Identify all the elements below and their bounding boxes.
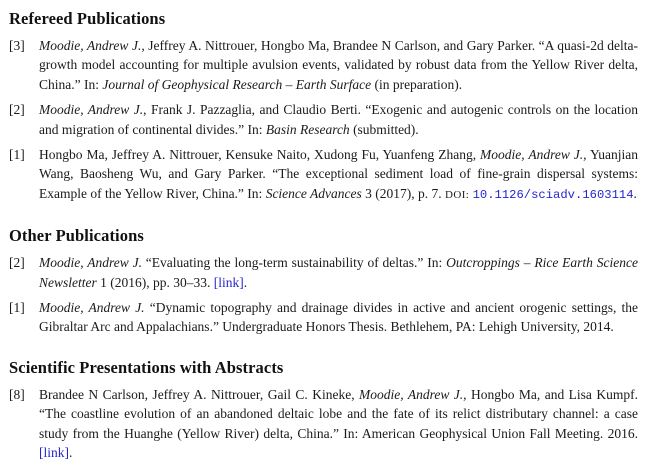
text-run: . xyxy=(243,274,248,290)
italic-text-run: Outcroppings – Rice Earth Science Newsletter xyxy=(39,255,639,290)
link-anchor[interactable]: [link] xyxy=(39,445,69,461)
item-number-label: [8] xyxy=(9,386,25,402)
publication-section xyxy=(9,9,638,205)
doi-label: DOI: xyxy=(445,188,470,201)
publication-item xyxy=(9,145,638,205)
italic-text-run: Moodie, Andrew J. xyxy=(39,102,144,118)
italic-text-run: Basin Research xyxy=(265,121,350,137)
text-run: 3 (2017), p. 7. xyxy=(361,185,446,201)
publication-section xyxy=(9,358,638,463)
section-heading: Refereed Publications xyxy=(9,9,166,28)
doi-link[interactable]: 10.1126/sciadv.1603114 xyxy=(472,187,634,202)
italic-text-run: Moodie, Andrew J. xyxy=(39,255,142,271)
text-run: (in preparation). xyxy=(371,76,463,92)
text-run: 1 (2016), pp. 30–33. xyxy=(96,274,214,290)
text-run: , Frank J. Pazzaglia, and Claudio Berti. “Exogenic and autogenic controls on the location and migration of continental divides.” In: xyxy=(39,102,638,137)
publication-item xyxy=(9,253,638,292)
item-citation-text xyxy=(39,298,638,337)
text-run: (submitted). xyxy=(349,121,419,137)
text-run: “Evaluating the long-term sustainability of deltas.” In: xyxy=(141,255,447,271)
text-run: Brandee N Carlson, Jeffrey A. Nittrouer, Gail C. Kineke, xyxy=(39,386,360,402)
item-number-label: [2] xyxy=(9,255,25,271)
publication-item xyxy=(9,100,638,139)
italic-text-run: Science Advances xyxy=(265,185,362,201)
italic-text-run: Moodie, Andrew J. xyxy=(39,38,142,53)
text-run: Hongbo Ma, Jeffrey A. Nittrouer, Kensuke Naito, Xudong Fu, Yuanfeng Zhang, xyxy=(39,147,481,163)
item-number-label: [1] xyxy=(9,147,25,163)
publication-item xyxy=(9,36,638,94)
item-citation-text xyxy=(39,253,638,292)
section-heading: Other Publications xyxy=(9,226,144,246)
item-citation-text xyxy=(39,385,638,463)
italic-text-run: Moodie, Andrew J. xyxy=(480,147,584,163)
publication-item xyxy=(9,385,638,463)
item-citation-text xyxy=(39,145,638,205)
text-run: . xyxy=(633,185,637,201)
text-run: , Yuanjian Wang, Baosheng Wu, and Gary Parker. “The exceptional sediment load of fine-grain dispersal systems: Example of the Yellow River, China.” In: xyxy=(39,147,638,201)
text-run: . xyxy=(69,445,73,461)
item-citation-text xyxy=(39,36,638,94)
text-run: , Jeffrey A. Nittrouer, Hongbo Ma, Brandee N Carlson, and Gary Parker. “A quasi-2d delta-growth model accounting for multiple avulsion events, validated by robust data from the Yellow River delta, China.” In: xyxy=(39,38,638,92)
text-run: “Dynamic topography and drainage divides in active and ancient orogenic settings, the Gibraltar Arc and Appalachians.” Undergraduate Honors Thesis. Bethlehem, PA: Lehigh University, 2014. xyxy=(39,300,638,335)
item-citation-text xyxy=(39,100,638,139)
text-run: , Hongbo Ma, and Lisa Kumpf. “The coastline evolution of an abandoned deltaic lobe and the fate of its relict distributary channel: a case study from the Huanghe (Yellow River) delta, China.” In: American Geophysical Union Fall Meeting. 2016. xyxy=(39,386,638,441)
item-number-label: [2] xyxy=(9,102,25,118)
italic-text-run: Moodie, Andrew J. xyxy=(359,386,464,402)
publication-section xyxy=(9,226,638,337)
item-number-label: [1] xyxy=(9,300,25,316)
publication-item xyxy=(9,298,638,337)
italic-text-run: Journal of Geophysical Research – Earth Surface xyxy=(102,76,372,92)
sections-container xyxy=(9,9,638,463)
item-number-label: [3] xyxy=(9,38,25,53)
italic-text-run: Moodie, Andrew J. xyxy=(39,300,145,316)
section-heading: Scientific Presentations with Abstracts xyxy=(9,357,284,377)
link-anchor[interactable]: [link] xyxy=(213,274,244,290)
